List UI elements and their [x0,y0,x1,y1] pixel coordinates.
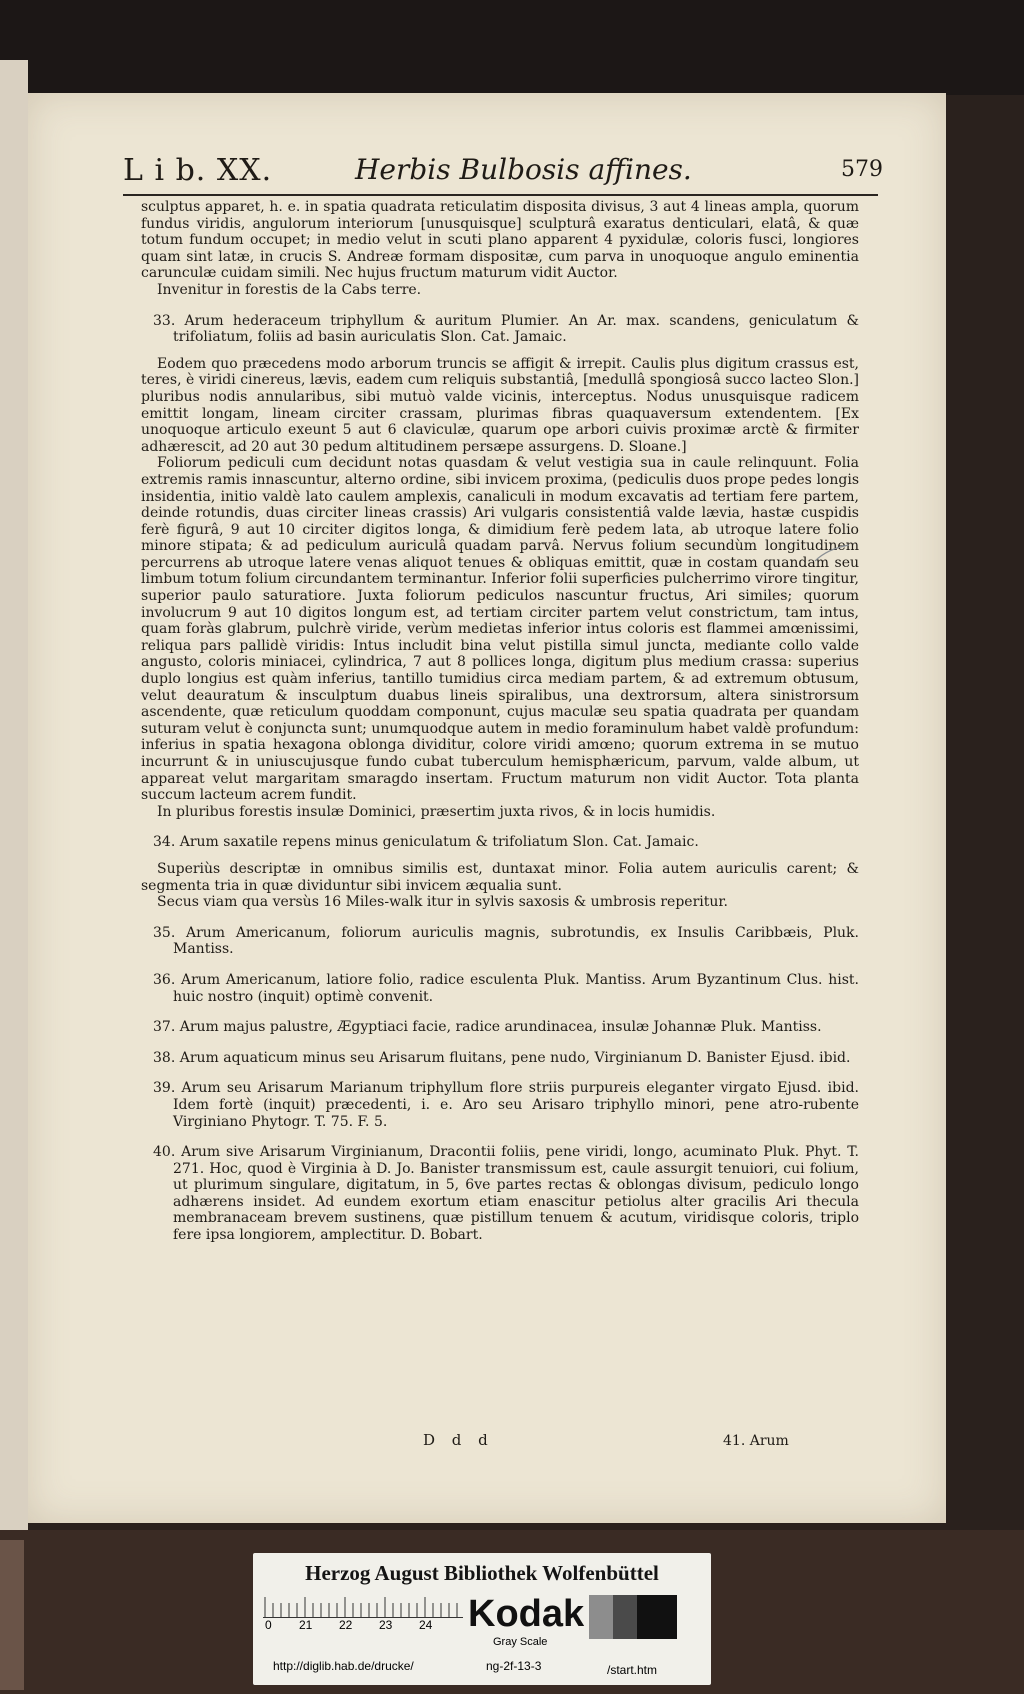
ruler-label: 21 [299,1618,313,1632]
paragraph: Foliorum pediculi cum decidunt notas quasdam & velut vestigia sua in caule relinquunt. Folia extremis ramis innascuntur, alterno ordine, sibi invicem proxima, (pediculis duos prope pedes longis insidentia, initio valdè lato caulem amplexis, canaliculi in modum excavatis ad tertiam fere partem, deinde rotundis, duas circiter lineas crassis) Ari vulgaris consistentiâ valde lævia, hastæ cuspidis ferè figurâ, 9 aut 10 circiter digitos longa, & dimidium ferè pedem lata, ab utroque latere folio minore stipata; & ad pediculum auriculâ quadam parvâ. Nervus folium secundùm longitudinem percurrens ab utroque latere venas aliquot tenues & obliquas emittit, quæ in costam quandam seu limbum totum folium circundantem terminantur. Inferior folii superficies pulcherrimo virore tingitur, superior paulo saturatiore. Juxta foliorum pediculos nascuntur fructus, Ari similes; quorum involucrum 9 aut 10 digitos longum est, ad tertiam circiter partem velut constrictum, tam intus, quam foràs glabrum, pulchrè viride, verùm medietas inferior intus coloris est flammei amœnissimi, reliqua pars pallidè viridis: Intus includit bina velut pistilla simul juncta, mediante collo valde angusto, coloris miniacei, cylindrica, 7 aut 8 pollices longa, digitum plus medium crassa: superius duplo longius est quàm inferius, tantillo tumidius circa mediam partem, & ad extremum obtusum, velut deauratum & insculptum duabus lineis spiralibus, una dextrorsum, altera sinistrorsum ascendente, quæ reticulum quoddam componunt, cujus maculæ seu spatia quadrata per quandam suturam velut è conjuncta sunt; unumquodque autem in medio foraminulum habet valdè profundum: inferius in spatia hexagona oblonga dividitur, colore viridi amœno; quorum extrema in se mutuo incurrunt & in uniuscujusque fundo cubat tuberculum hemisphæricum, parvum, valde album, ut appareat velut margaritam smaragdo insertam. Fructum maturum non vidit Auctor. Tota planta succum lacteum acrem fundit. [141,455,859,804]
species-entry-35: 35. Arum Americanum, foliorum auriculis magnis, subrotundis, ex Insulis Caribbæis, Pluk. Mantiss. [153,924,859,958]
ruler-label: 22 [339,1618,353,1632]
species-entry-39: 39. Arum seu Arisarum Marianum triphyllum flore striis purpureis eleganter virgato Ejusd. ibid. Idem fortè (inquit) præcedenti, i. e. Aro seu Arisaro triphyllo minori, pene atro-rubente Virginiano Phytogr. T. 75. F. 5. [153,1080,859,1130]
scan-edge [0,1540,24,1690]
scan-background-top [0,0,1024,95]
book-page [28,93,946,1523]
paragraph: Eodem quo præcedens modo arborum truncis se affigit & irrepit. Caulis plus digitum crassus est, teres, è viridi cinereus, lævis, eadem cum reliquis substantiâ, [medullâ spongiosâ succo lacteo Slon.] pluribus nodis annularibus, sibi mutuò valde vicinis, interceptus. Nodus unusquisque radicem emittit longam, lineam circiter crassam, plurimas fibras quaquaversum extendentem. [Ex unoquoque articulo exeunt 5 aut 6 claviculæ, quarum ope arbori cuivis proximæ arctè & firmiter adhærescit, ad 20 aut 30 pedum altitudinem persæpe assurgens. D. Sloane.] [141,355,859,455]
ruler-label: 23 [379,1618,393,1632]
running-title: Herbis Bulbosis affines. [355,153,692,186]
gray-swatch-dark [637,1595,677,1639]
gray-swatch-light [589,1595,613,1639]
species-entry-37: 37. Arum majus palustre, Ægyptiaci facie, radice arundinacea, insulæ Johannæ Pluk. Mantiss. [153,1019,822,1036]
ruler-label: 0 [265,1618,272,1632]
main-text [141,199,859,1254]
gray-swatch-mid [613,1595,637,1639]
paragraph: Superiùs descriptæ in omnibus similis est, duntaxat minor. Folia autem auriculis carent; & segmenta tria in quæ dividuntur sibi invicem æqualia sunt. [141,860,859,894]
paragraph: Secus viam qua versùs 16 Miles-walk itur in sylvis saxosis & umbrosis reperitur. [157,894,728,911]
book-number: L i b. XX. [123,153,273,188]
species-entry-36: 36. Arum Americanum, latiore folio, radice esculenta Pluk. Mantiss. Arum Byzantinum Clus. hist. huic nostro (inquit) optimè convenit. [153,971,859,1005]
adjacent-page-edge [0,60,28,1540]
species-entry-34: 34. Arum saxatile repens minus geniculatum & trifoliatum Slon. Cat. Jamaic. [153,834,699,851]
ruler-icon [263,1595,463,1618]
pencil-mark-icon [813,543,853,573]
library-name: Herzog August Bibliothek Wolfenbüttel [305,1561,659,1585]
gray-scale-label: Gray Scale [493,1636,548,1648]
shelfmark: ng-2f-13-3 [486,1659,542,1673]
paragraph: sculptus apparet, h. e. in spatia quadrata reticulatim disposita divisus, 3 aut 4 lineas ampla, quorum fundus viridis, angulorum interiorum [unusquisque] sculpturâ exaratus denticulari, elatâ, & quæ totum fundum occupet; in medio velut in scuti plano apparent 4 pyxidulæ, coloris fusci, longiores quam sint latæ, in crucis S. Andreæ formam dispositæ, cum parva in unoquoque angulo eminentia carunculæ cuidam simili. Nec hujus fructum maturum vidit Auctor. [141,199,859,282]
species-entry-33: 33. Arum hederaceum triphyllum & auritum Plumier. An Ar. max. scandens, geniculatum & trifoliatum, foliis ad basin auriculatis Slon. Cat. Jamaic. [153,312,859,346]
running-header [123,153,883,193]
page-number: 579 [841,157,883,182]
paragraph: In pluribus forestis insulæ Dominici, præsertim juxta rivos, & in locis humidis. [157,803,716,820]
header-rule [123,194,878,196]
ruler-label: 24 [419,1618,433,1632]
digilib-url: http://diglib.hab.de/drucke/ [273,1659,414,1673]
signature-mark: D d d [423,1431,494,1449]
kodak-logo: Kodak [468,1593,585,1635]
start-link: /start.htm [607,1663,658,1677]
paragraph: Invenitur in forestis de la Cabs terre. [157,281,422,298]
scan-target-card [253,1553,711,1685]
species-entry-40: 40. Arum sive Arisarum Virginianum, Dracontii foliis, pene viridi, longo, acuminato Pluk. Phyt. T. 271. Hoc, quod è Virginia à D. Jo. Banister transmissum est, caule assurgit tenuiori, cui folium, ut plurimum singulare, digitatum, in 5, 6ve partes rectas & oblongas divisum, pediculo longo adhærens insidet. Ad eundem exortum etiam enascitur petiolus alter gracilis Ari thecula membranaceam brevem sustinens, quæ pistillum tenuem & acutum, viridisque coloris, triplo fere ipsa longiorem, amplectitur. D. Bobart. [153,1144,859,1244]
catchword: 41. Arum [723,1433,789,1449]
species-entry-38: 38. Arum aquaticum minus seu Arisarum fluitans, pene nudo, Virginianum D. Banister Ejusd. ibid. [153,1049,851,1066]
